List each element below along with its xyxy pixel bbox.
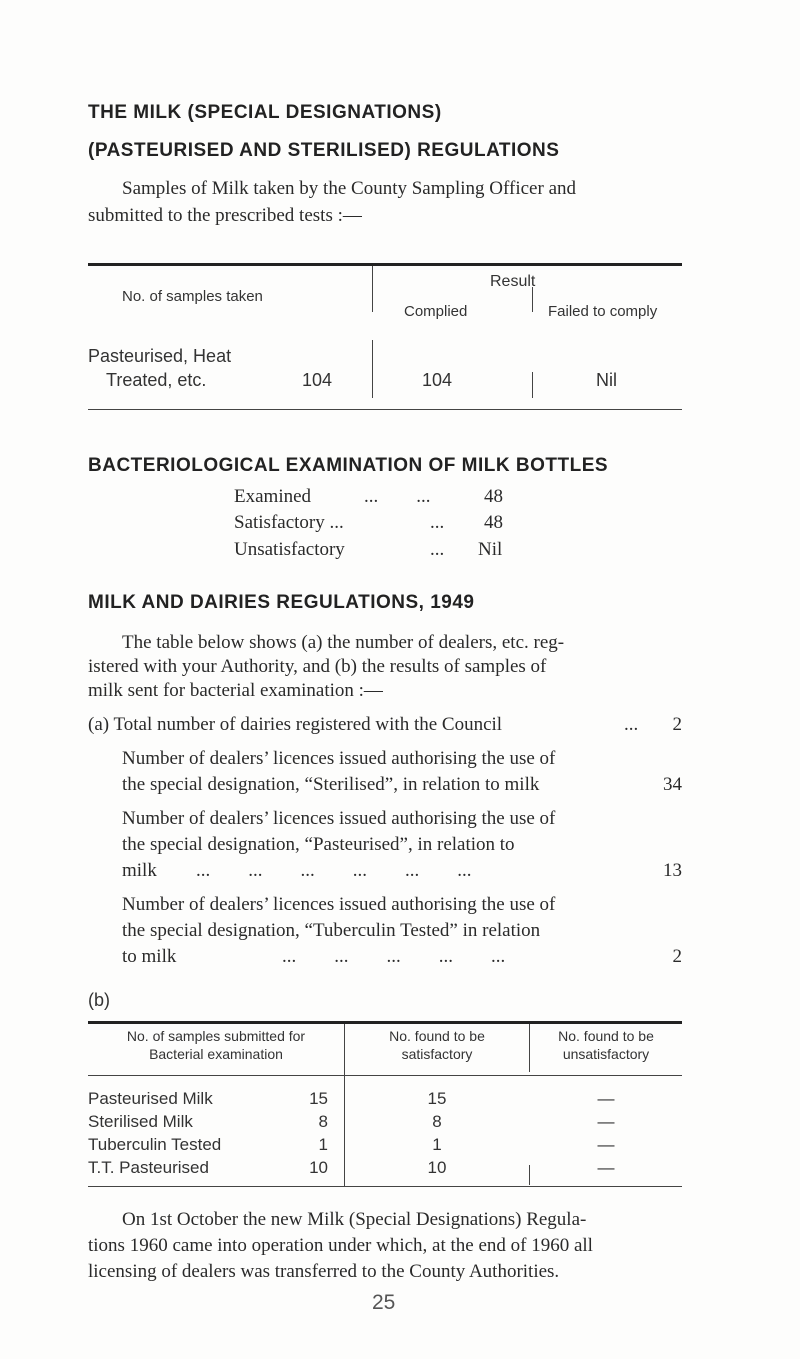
bact-dots-examined: ... ...: [364, 486, 431, 507]
bact-value-examined: 48: [484, 486, 503, 507]
table2-top-rule: [88, 1021, 682, 1024]
sterilised-line-1: Number of dealers’ licences issued authorising the use of: [122, 748, 556, 769]
row-samples-value: 104: [302, 370, 333, 390]
row-unsatisfactory: —: [597, 1112, 615, 1131]
table1-bottom-rule: [88, 409, 682, 410]
bact-value-satisfactory: 48: [484, 512, 503, 533]
row-satisfactory: 8: [432, 1112, 442, 1131]
section-b-label: (b): [88, 990, 110, 1010]
item-a-value: 2: [672, 714, 682, 735]
header-unsatisfactory-line-2: unsatisfactory: [562, 1046, 650, 1062]
header-submitted-line-2: Bacterial examination: [149, 1046, 283, 1062]
page-number: 25: [372, 1291, 396, 1314]
row-label-line-1: Pasteurised, Heat: [88, 346, 232, 366]
bacteriological-heading: BACTERIOLOGICAL EXAMINATION OF MILK BOTTLES: [88, 455, 609, 476]
row-unsatisfactory: —: [597, 1158, 615, 1177]
bact-dots-satisfactory: ...: [430, 512, 445, 533]
row-label-line-2: Treated, etc.: [106, 370, 207, 390]
pasteurised-line-3: milk: [122, 860, 157, 881]
tuberculin-line-3: to milk: [122, 946, 177, 967]
complied-header: Complied: [404, 303, 468, 320]
item-a-text: (a) Total number of dairies registered with the Council: [88, 714, 503, 735]
table1-divider-row-a: [372, 340, 373, 398]
sterilised-value: 34: [663, 774, 682, 795]
header-satisfactory-line-1: No. found to be: [389, 1028, 485, 1044]
row-satisfactory: 10: [427, 1158, 447, 1177]
table2-bottom-rule: [88, 1186, 682, 1187]
item-a-dots: ...: [624, 714, 639, 735]
row-label: Tuberculin Tested: [88, 1135, 222, 1154]
tuberculin-dots: ... ... ... ... ...: [282, 946, 506, 967]
row-submitted: 15: [309, 1089, 328, 1108]
closing-line-2: tions 1960 came into operation under which, at the end of 1960 all: [88, 1235, 593, 1256]
result-header: Result: [490, 273, 536, 290]
row-satisfactory: 1: [432, 1135, 442, 1154]
table1-divider-main: [372, 266, 373, 312]
row-submitted: 10: [309, 1158, 328, 1177]
dairies-intro-line-2: istered with your Authority, and (b) the results of samples of: [88, 656, 547, 677]
dairies-heading: MILK AND DAIRIES REGULATIONS, 1949: [88, 592, 475, 613]
table1-top-rule: [88, 263, 682, 266]
header-satisfactory-line-2: satisfactory: [401, 1046, 473, 1062]
bact-dots-unsatisfactory: ...: [430, 539, 445, 560]
samples-header: No. of samples taken: [122, 288, 263, 305]
closing-line-1: On 1st October the new Milk (Special Designations) Regula-: [122, 1209, 587, 1230]
row-unsatisfactory: —: [597, 1135, 615, 1154]
dairies-intro-line-3: milk sent for bacterial examination :—: [88, 680, 383, 701]
closing-line-3: licensing of dealers was transferred to the County Authorities.: [88, 1261, 560, 1282]
row-submitted: 1: [318, 1135, 328, 1154]
pasteurised-dots: ... ... ... ... ... ...: [196, 860, 472, 881]
pasteurised-value: 13: [663, 860, 682, 881]
intro-line-1: Samples of Milk taken by the County Sampling Officer and: [122, 178, 576, 199]
row-unsatisfactory: —: [597, 1089, 615, 1108]
row-label: T.T. Pasteurised: [88, 1158, 209, 1177]
tuberculin-line-2: the special designation, “Tuberculin Tested” in relation: [122, 920, 541, 941]
row-failed-value: Nil: [596, 370, 617, 390]
row-submitted: 8: [318, 1112, 328, 1131]
table2-header-rule: [88, 1075, 682, 1076]
row-label: Pasteurised Milk: [88, 1089, 213, 1108]
sterilised-line-2: the special designation, “Sterilised”, in relation to milk: [122, 774, 540, 795]
row-satisfactory: 15: [427, 1089, 447, 1108]
bact-label-satisfactory: Satisfactory ...: [234, 512, 344, 533]
pasteurised-line-1: Number of dealers’ licences issued authorising the use of: [122, 808, 556, 829]
table1-divider-row-b: [532, 372, 533, 398]
tuberculin-value: 2: [672, 946, 682, 967]
bact-value-unsatisfactory: Nil: [478, 539, 503, 560]
header-unsatisfactory-line-1: No. found to be: [558, 1028, 654, 1044]
row-complied-value: 104: [422, 370, 453, 390]
failed-header: Failed to comply: [548, 303, 658, 320]
bact-label-unsatisfactory: Unsatisfactory: [234, 539, 345, 560]
dairies-intro-line-1: The table below shows (a) the number of dealers, etc. reg-: [122, 632, 565, 653]
title-line-1: THE MILK (SPECIAL DESIGNATIONS): [88, 102, 442, 123]
title-line-2: (PASTEURISED AND STERILISED) REGULATIONS: [88, 140, 560, 161]
bact-label-examined: Examined: [234, 486, 312, 507]
header-submitted-line-1: No. of samples submitted for: [126, 1028, 306, 1044]
pasteurised-line-2: the special designation, “Pasteurised”, in relation to: [122, 834, 515, 855]
row-label: Sterilised Milk: [88, 1112, 193, 1131]
intro-line-2: submitted to the prescribed tests :—: [88, 205, 362, 226]
tuberculin-line-1: Number of dealers’ licences issued authorising the use of: [122, 894, 556, 915]
